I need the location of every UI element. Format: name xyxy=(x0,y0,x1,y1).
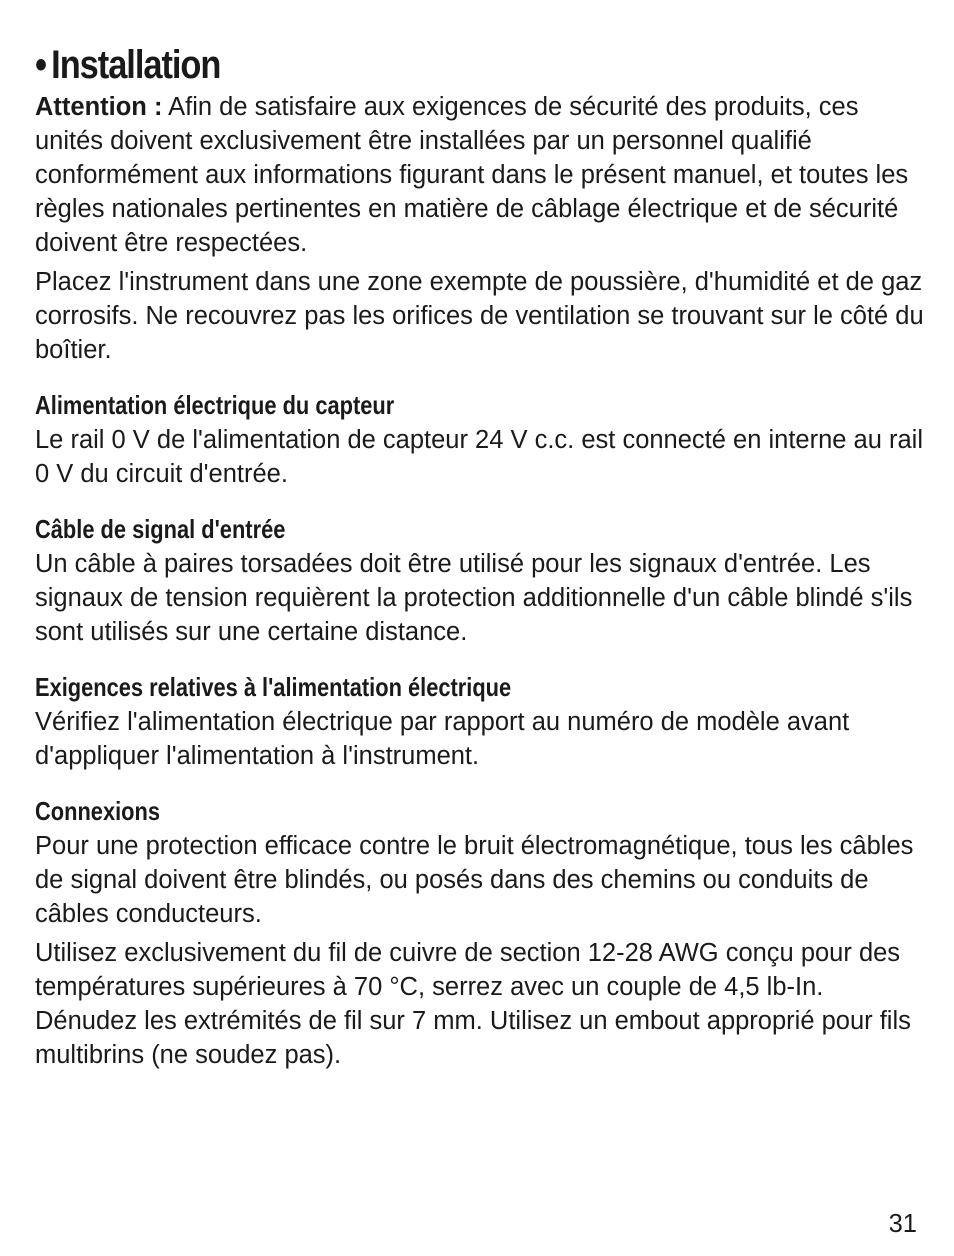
section-heading: Alimentation électrique du capteur xyxy=(35,390,395,420)
section-heading: Câble de signal d'entrée xyxy=(35,514,286,544)
attention-paragraph xyxy=(35,90,925,260)
section-heading: Connexions xyxy=(35,796,160,826)
page-number: 31 xyxy=(888,1210,917,1238)
section-sensor-power xyxy=(35,387,925,491)
page-title xyxy=(35,40,800,90)
section-paragraph: Vérifiez l'alimentation électrique par rapport au numéro de modèle avant d'appliquer l'alimentation à l'instrument. xyxy=(35,708,850,770)
placement-paragraph: Placez l'instrument dans une zone exempte de poussière, d'humidité et de gaz corrosifs. Ne recouvrez pas les orifices de ventilation se trouvant sur le côté du boîtier. xyxy=(35,268,924,364)
attention-text: Afin de satisfaire aux exigences de sécurité des produits, ces unités doivent exclusivement être installées par un personnel qualifié conformément aux informations figurant dans le présent manuel, et toutes les règles nationales pertinentes en matière de câblage électrique et de sécurité doivent être respectées. xyxy=(35,93,909,257)
section-paragraph: Pour une protection efficace contre le bruit électromagnétique, tous les câbles de signal doivent être blindés, ou posés dans des chemins ou conduits de câbles conducteurs. xyxy=(35,832,914,928)
section-paragraph: Le rail 0 V de l'alimentation de capteur 24 V c.c. est connecté en interne au rail 0 V du circuit d'entrée. xyxy=(35,426,923,488)
section-paragraph: Utilisez exclusivement du fil de cuivre de section 12-28 AWG conçu pour des températures supérieures à 70 °C, serrez avec un couple de 4,5 lb-In. Dénudez les extrémités de fil sur 7 mm. Utilisez un embout approprié pour fils multibrins (ne soudez pas). xyxy=(35,939,911,1069)
section-heading: Exigences relatives à l'alimentation électrique xyxy=(35,672,512,702)
document-page xyxy=(35,40,925,1072)
title-bullet: • xyxy=(35,43,47,87)
section-connections xyxy=(35,793,925,1072)
title-text: Installation xyxy=(51,43,221,87)
section-input-signal-cable xyxy=(35,511,925,649)
section-paragraph: Un câble à paires torsadées doit être utilisé pour les signaux d'entrée. Les signaux de tension requièrent la protection additionnelle d'un câble blindé s'ils sont utilisés sur une certaine distance. xyxy=(35,550,913,646)
intro-block xyxy=(35,90,925,367)
section-power-requirements xyxy=(35,669,925,773)
attention-label: Attention : xyxy=(35,93,163,121)
